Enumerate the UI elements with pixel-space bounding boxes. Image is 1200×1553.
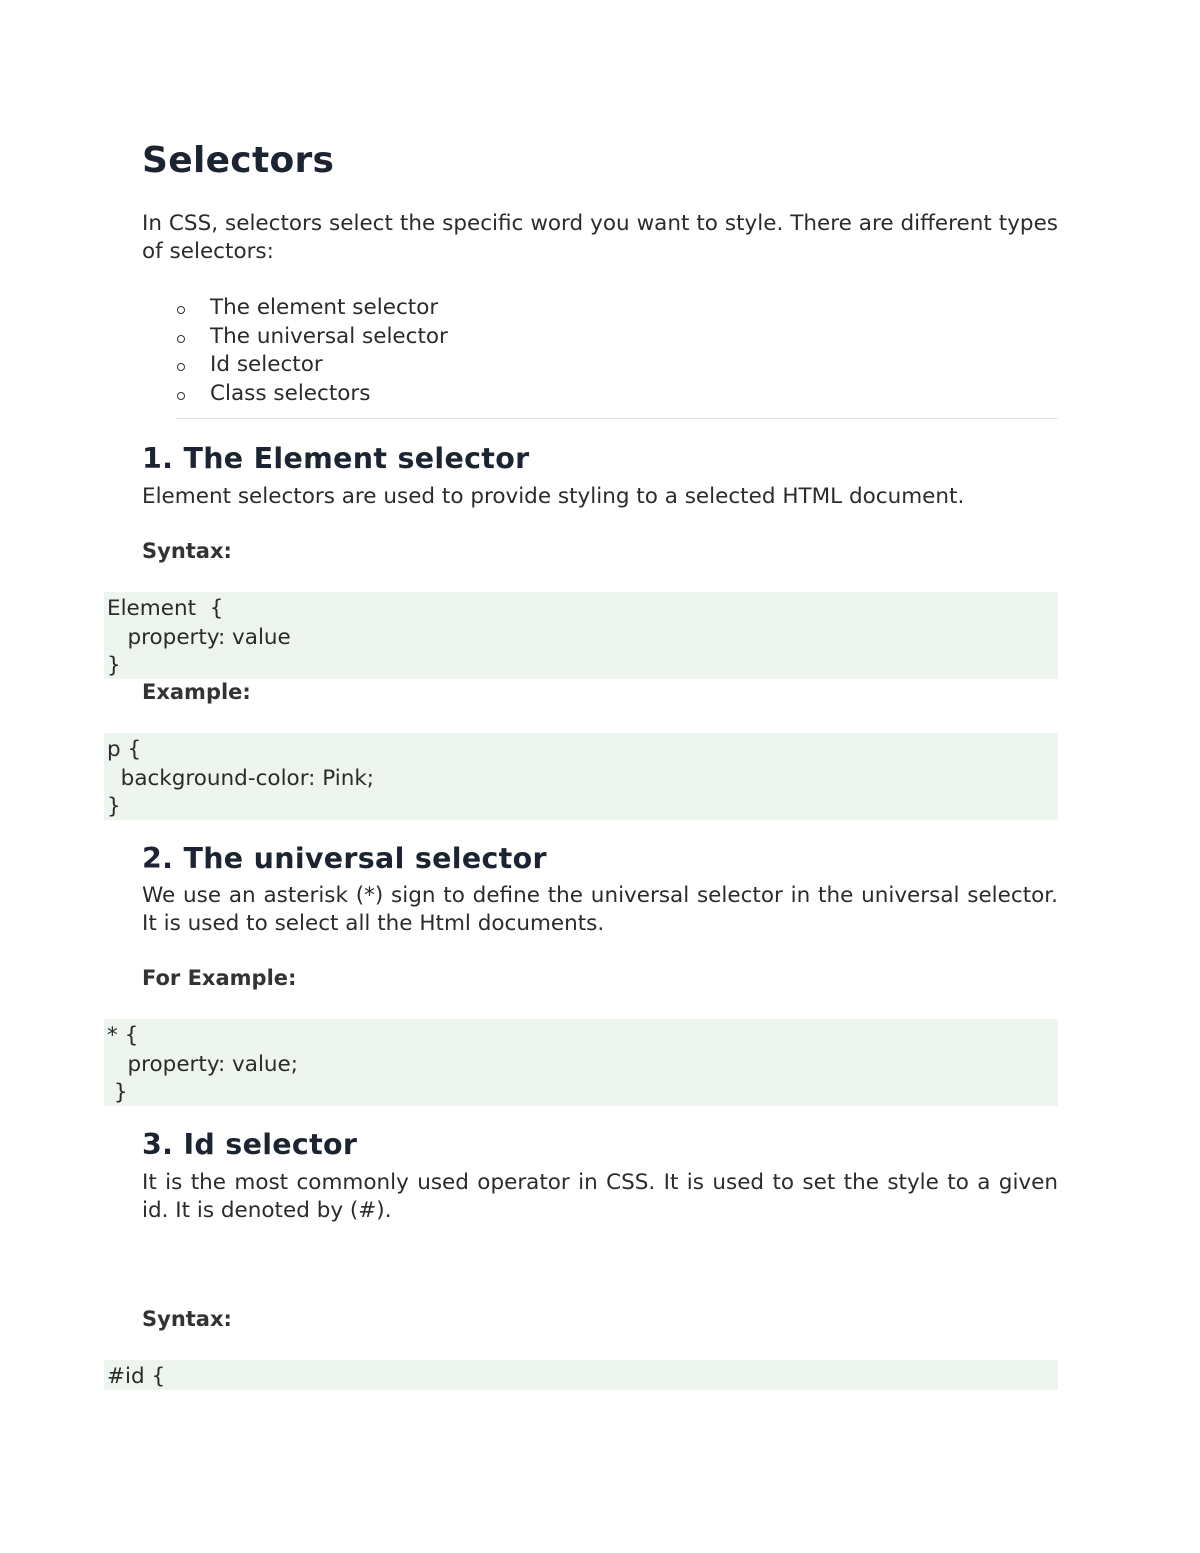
list-item-label: Id selector (210, 352, 323, 377)
bullet-icon (177, 306, 185, 314)
code-text: Element { property: value } (107, 596, 291, 678)
universal-example-label: For Example: (142, 966, 297, 990)
list-item (176, 323, 448, 352)
list-item (176, 294, 448, 323)
universal-selector-description: We use an asterisk (*) sign to define the universal selector in the universal selector. It is used to select all the Html documents. (142, 883, 1058, 936)
element-syntax-code-block (104, 592, 1058, 679)
id-syntax-label: Syntax: (142, 1307, 232, 1331)
bullet-icon (177, 335, 185, 343)
divider (176, 418, 1058, 419)
intro-paragraph: In CSS, selectors select the specific word you want to style. There are different types of selectors: (142, 211, 1058, 264)
code-text: p { background-color: Pink; } (107, 737, 375, 819)
element-example-label: Example: (142, 680, 251, 704)
list-item (176, 351, 448, 380)
id-selector-description: It is the most commonly used operator in CSS. It is used to set the style to a given id. It is denoted by (#). (142, 1170, 1058, 1223)
element-syntax-label: Syntax: (142, 539, 232, 563)
code-text: * { property: value; } (107, 1023, 299, 1105)
universal-selector-heading: 2. The universal selector (142, 842, 547, 875)
bullet-icon (177, 392, 185, 400)
list-item (176, 380, 448, 409)
selector-types-list (176, 294, 448, 408)
list-item-label: Class selectors (210, 380, 371, 406)
id-selector-heading: 3. Id selector (142, 1128, 358, 1161)
universal-example-code-block (104, 1019, 1058, 1106)
element-selector-heading: 1. The Element selector (142, 442, 530, 475)
id-syntax-code-block (104, 1360, 1058, 1390)
element-example-code-block (104, 733, 1058, 820)
element-selector-description: Element selectors are used to provide styling to a selected HTML document. (142, 484, 965, 509)
code-text: #id { (107, 1364, 166, 1389)
page-title: Selectors (142, 140, 335, 181)
list-item-label: The element selector (210, 295, 439, 320)
list-item-label: The universal selector (210, 323, 448, 349)
bullet-icon (177, 363, 185, 371)
